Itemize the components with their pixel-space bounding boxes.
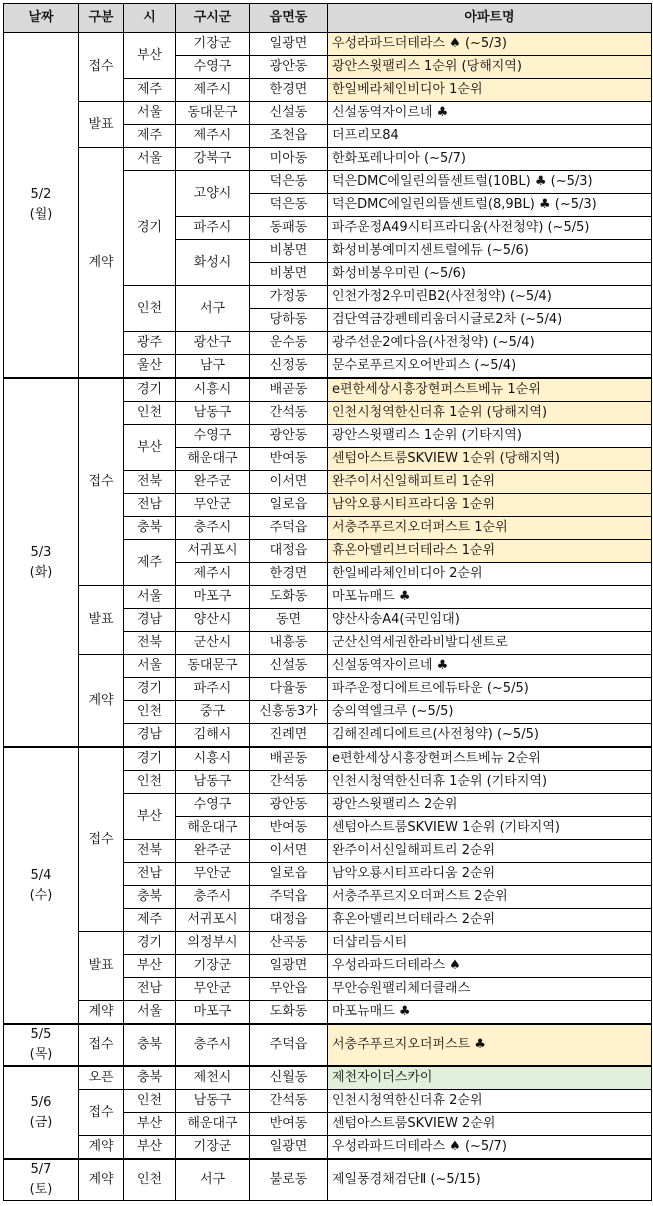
apartment-cell: 남악오룡시티프라디움 2순위 xyxy=(328,863,652,886)
header-apartment: 아파트명 xyxy=(328,4,652,33)
category-cell: 계약 xyxy=(79,655,124,748)
apartment-cell: 더프리모84 xyxy=(328,125,652,148)
town-cell: 주덕읍 xyxy=(250,517,328,540)
town-cell: 진례면 xyxy=(250,724,328,748)
city-cell: 전남 xyxy=(124,978,176,1001)
town-cell: 주덕읍 xyxy=(250,886,328,909)
town-cell: 무안읍 xyxy=(250,978,328,1001)
city-cell: 인천 xyxy=(124,701,176,724)
district-cell: 의정부시 xyxy=(176,932,250,955)
apartment-cell: 휴온아델리브더테라스 1순위 xyxy=(328,540,652,563)
apartment-cell: 군산신역세권한라비발디센트로 xyxy=(328,632,652,655)
apartment-cell: 광안스윗팰리스 1순위 (기타지역) xyxy=(328,425,652,448)
city-cell: 경남 xyxy=(124,609,176,632)
table-row xyxy=(4,33,652,56)
town-cell: 이서면 xyxy=(250,840,328,863)
table-row xyxy=(4,655,652,678)
table-row xyxy=(4,102,652,125)
header-city: 시 xyxy=(124,4,176,33)
district-cell: 서구 xyxy=(176,1159,250,1201)
category-cell: 계약 xyxy=(79,1159,124,1201)
district-cell: 남동구 xyxy=(176,1090,250,1113)
apartment-cell: 마포뉴매드 ♣ xyxy=(328,1001,652,1025)
category-cell: 발표 xyxy=(79,932,124,1001)
weekday-label: (화) xyxy=(29,564,53,580)
town-cell: 주덕읍 xyxy=(250,1024,328,1066)
housing-schedule-table xyxy=(3,3,652,1201)
table-row xyxy=(4,1159,652,1201)
district-cell: 광산구 xyxy=(176,332,250,355)
district-cell: 수영구 xyxy=(176,425,250,448)
town-cell: 덕은동 xyxy=(250,194,328,217)
table-row xyxy=(4,586,652,609)
city-cell: 충북 xyxy=(124,886,176,909)
date-label: 5/6 xyxy=(30,1094,52,1110)
district-cell: 마포구 xyxy=(176,1001,250,1025)
town-cell: 도화동 xyxy=(250,586,328,609)
town-cell: 이서면 xyxy=(250,471,328,494)
district-cell: 해운대구 xyxy=(176,1113,250,1136)
town-cell: 대정읍 xyxy=(250,909,328,932)
district-cell: 시흥시 xyxy=(176,378,250,402)
town-cell: 광안동 xyxy=(250,794,328,817)
district-cell: 서귀포시 xyxy=(176,540,250,563)
city-cell: 서울 xyxy=(124,655,176,678)
table-row xyxy=(4,747,652,771)
district-cell: 화성시 xyxy=(176,240,250,286)
town-cell: 간석동 xyxy=(250,402,328,425)
table-row xyxy=(4,1090,652,1113)
apartment-cell: 한일베라체인비디아 1순위 xyxy=(328,79,652,102)
town-cell: 운수동 xyxy=(250,332,328,355)
district-cell: 해운대구 xyxy=(176,448,250,471)
city-cell: 부산 xyxy=(124,1136,176,1160)
district-cell: 양산시 xyxy=(176,609,250,632)
apartment-cell: e편한세상시흥장현퍼스트베뉴 1순위 xyxy=(328,378,652,402)
header-town: 읍면동 xyxy=(250,4,328,33)
town-cell: 불로동 xyxy=(250,1159,328,1201)
city-cell: 제주 xyxy=(124,79,176,102)
city-cell: 전북 xyxy=(124,632,176,655)
date-label: 5/4 xyxy=(30,867,52,883)
apartment-cell: 광주선운2예다음(사전청약) (~5/4) xyxy=(328,332,652,355)
city-cell: 인천 xyxy=(124,402,176,425)
town-cell: 배곧동 xyxy=(250,378,328,402)
date-label: 5/3 xyxy=(30,544,52,560)
category-cell: 접수 xyxy=(79,1090,124,1136)
city-cell: 경기 xyxy=(124,678,176,701)
town-cell: 신흥동3가 xyxy=(250,701,328,724)
city-cell: 서울 xyxy=(124,586,176,609)
date-label: 5/7 xyxy=(30,1162,52,1177)
city-cell: 제주 xyxy=(124,540,176,586)
town-cell: 신정동 xyxy=(250,355,328,379)
district-cell: 시흥시 xyxy=(176,747,250,771)
date-label: 5/2 xyxy=(30,187,52,202)
apartment-cell: 인천시청역한신더휴 1순위 (기타지역) xyxy=(328,771,652,794)
district-cell: 중구 xyxy=(176,701,250,724)
date-cell xyxy=(4,1024,79,1066)
town-cell: 대정읍 xyxy=(250,540,328,563)
city-cell: 부산 xyxy=(124,955,176,978)
apartment-cell: 우성라파드더테라스 ♠ (~5/7) xyxy=(328,1136,652,1160)
city-cell: 인천 xyxy=(124,771,176,794)
city-cell: 부산 xyxy=(124,425,176,471)
header-category: 구분 xyxy=(79,4,124,33)
district-cell: 충주시 xyxy=(176,517,250,540)
category-cell: 접수 xyxy=(79,1024,124,1066)
district-cell: 군산시 xyxy=(176,632,250,655)
city-cell: 서울 xyxy=(124,148,176,171)
city-cell: 부산 xyxy=(124,33,176,79)
district-cell: 김해시 xyxy=(176,724,250,748)
schedule-body xyxy=(4,33,652,1201)
city-cell: 전북 xyxy=(124,471,176,494)
weekday-label: (목) xyxy=(29,1047,53,1062)
date-label: 5/5 xyxy=(30,1027,52,1042)
city-cell: 인천 xyxy=(124,1090,176,1113)
district-cell: 파주시 xyxy=(176,678,250,701)
town-cell: 내흥동 xyxy=(250,632,328,655)
category-cell: 발표 xyxy=(79,586,124,655)
district-cell: 기장군 xyxy=(176,33,250,56)
town-cell: 신설동 xyxy=(250,655,328,678)
apartment-cell: 남악오룡시티프라디움 1순위 xyxy=(328,494,652,517)
district-cell: 서귀포시 xyxy=(176,909,250,932)
apartment-cell: 서충주푸르지오더퍼스트 ♣ xyxy=(328,1024,652,1066)
apartment-cell: 우성라파드더테라스 ♠ (~5/3) xyxy=(328,33,652,56)
apartment-cell: 한일베라체인비디아 2순위 xyxy=(328,563,652,586)
town-cell: 일광면 xyxy=(250,33,328,56)
city-cell: 경남 xyxy=(124,724,176,748)
district-cell: 제주시 xyxy=(176,125,250,148)
table-row xyxy=(4,148,652,171)
district-cell: 무안군 xyxy=(176,978,250,1001)
town-cell: 광안동 xyxy=(250,425,328,448)
category-cell: 오픈 xyxy=(79,1066,124,1090)
town-cell: 신설동 xyxy=(250,102,328,125)
apartment-cell: 화성비봉예미지센트럴에듀 (~5/6) xyxy=(328,240,652,263)
weekday-label: (금) xyxy=(29,1114,53,1130)
apartment-cell: 덕은DMC에일린의뜰센트럴(8,9BL) ♣ (~5/3) xyxy=(328,194,652,217)
weekday-label: (수) xyxy=(29,887,53,903)
district-cell: 제천시 xyxy=(176,1066,250,1090)
city-cell: 경기 xyxy=(124,171,176,286)
apartment-cell: 검단역금강펜테리움더시글로2차 (~5/4) xyxy=(328,309,652,332)
apartment-cell: 양산사송A4(국민임대) xyxy=(328,609,652,632)
town-cell: 비봉면 xyxy=(250,240,328,263)
apartment-cell: 우성라파드더테라스 ♠ xyxy=(328,955,652,978)
city-cell: 부산 xyxy=(124,794,176,840)
district-cell: 해운대구 xyxy=(176,817,250,840)
town-cell: 조천읍 xyxy=(250,125,328,148)
town-cell: 반여동 xyxy=(250,1113,328,1136)
city-cell: 충북 xyxy=(124,1024,176,1066)
district-cell: 남동구 xyxy=(176,402,250,425)
category-cell: 접수 xyxy=(79,33,124,102)
district-cell: 무안군 xyxy=(176,863,250,886)
district-cell: 고양시 xyxy=(176,171,250,217)
city-cell: 서울 xyxy=(124,102,176,125)
apartment-cell: 센텀아스트룸SKVIEW 2순위 xyxy=(328,1113,652,1136)
city-cell: 제주 xyxy=(124,909,176,932)
category-cell: 계약 xyxy=(79,1001,124,1025)
town-cell: 일광면 xyxy=(250,1136,328,1160)
apartment-cell: 완주이서신일해피트리 1순위 xyxy=(328,471,652,494)
town-cell: 한경면 xyxy=(250,79,328,102)
apartment-cell: 파주운정디에트르에듀타운 (~5/5) xyxy=(328,678,652,701)
district-cell: 제주시 xyxy=(176,563,250,586)
apartment-cell: 인천가정2우미린B2(사전청약) (~5/4) xyxy=(328,286,652,309)
district-cell: 기장군 xyxy=(176,955,250,978)
date-cell xyxy=(4,33,79,379)
apartment-cell: 화성비봉우미린 (~5/6) xyxy=(328,263,652,286)
apartment-cell: 서충주푸르지오더퍼스트 1순위 xyxy=(328,517,652,540)
city-cell: 제주 xyxy=(124,125,176,148)
apartment-cell: 인천시청역한신더휴 2순위 xyxy=(328,1090,652,1113)
city-cell: 경기 xyxy=(124,747,176,771)
district-cell: 완주군 xyxy=(176,471,250,494)
district-cell: 남구 xyxy=(176,355,250,379)
apartment-cell: 마포뉴매드 ♣ xyxy=(328,586,652,609)
district-cell: 충주시 xyxy=(176,1024,250,1066)
apartment-cell: 제일풍경채검단Ⅱ (~5/15) xyxy=(328,1159,652,1201)
table-row xyxy=(4,1136,652,1160)
apartment-cell: 휴온아델리브더테라스 2순위 xyxy=(328,909,652,932)
city-cell: 전남 xyxy=(124,863,176,886)
town-cell: 도화동 xyxy=(250,1001,328,1025)
town-cell: 덕은동 xyxy=(250,171,328,194)
category-cell: 접수 xyxy=(79,747,124,932)
table-row xyxy=(4,932,652,955)
date-cell xyxy=(4,1159,79,1201)
town-cell: 다율동 xyxy=(250,678,328,701)
city-cell: 서울 xyxy=(124,1001,176,1025)
apartment-cell: 김해진례디에트르(사전청약) (~5/5) xyxy=(328,724,652,748)
town-cell: 동패동 xyxy=(250,217,328,240)
date-cell xyxy=(4,747,79,1024)
header-row xyxy=(4,4,652,33)
district-cell: 강북구 xyxy=(176,148,250,171)
category-cell: 계약 xyxy=(79,1136,124,1160)
district-cell: 완주군 xyxy=(176,840,250,863)
apartment-cell: 광안스윗팰리스 1순위 (당해지역) xyxy=(328,56,652,79)
town-cell: 반여동 xyxy=(250,817,328,840)
apartment-cell: 숭의역엘크루 (~5/5) xyxy=(328,701,652,724)
district-cell: 충주시 xyxy=(176,886,250,909)
category-cell: 접수 xyxy=(79,378,124,586)
district-cell: 마포구 xyxy=(176,586,250,609)
apartment-cell: 더샵리듬시티 xyxy=(328,932,652,955)
town-cell: 간석동 xyxy=(250,771,328,794)
apartment-cell: 센텀아스트룸SKVIEW 1순위 (당해지역) xyxy=(328,448,652,471)
district-cell: 남동구 xyxy=(176,771,250,794)
apartment-cell: 신설동역자이르네 ♣ xyxy=(328,655,652,678)
apartment-cell: 신설동역자이르네 ♣ xyxy=(328,102,652,125)
city-cell: 경기 xyxy=(124,932,176,955)
category-cell: 계약 xyxy=(79,148,124,379)
town-cell: 비봉면 xyxy=(250,263,328,286)
district-cell: 기장군 xyxy=(176,1136,250,1160)
apartment-cell: 문수로푸르지오어반피스 (~5/4) xyxy=(328,355,652,379)
city-cell: 광주 xyxy=(124,332,176,355)
city-cell: 전북 xyxy=(124,840,176,863)
apartment-cell: 완주이서신일해피트리 2순위 xyxy=(328,840,652,863)
city-cell: 울산 xyxy=(124,355,176,379)
city-cell: 충북 xyxy=(124,517,176,540)
town-cell: 가정동 xyxy=(250,286,328,309)
apartment-cell: 제천자이더스카이 xyxy=(328,1066,652,1090)
town-cell: 반여동 xyxy=(250,448,328,471)
city-cell: 전남 xyxy=(124,494,176,517)
district-cell: 수영구 xyxy=(176,56,250,79)
town-cell: 산곡동 xyxy=(250,932,328,955)
town-cell: 광안동 xyxy=(250,56,328,79)
town-cell: 일로읍 xyxy=(250,494,328,517)
table-row xyxy=(4,1024,652,1066)
apartment-cell: 덕은DMC에일린의뜰센트럴(10BL) ♣ (~5/3) xyxy=(328,171,652,194)
weekday-label: (토) xyxy=(29,1182,53,1197)
town-cell: 일로읍 xyxy=(250,863,328,886)
city-cell: 경기 xyxy=(124,378,176,402)
town-cell: 배곧동 xyxy=(250,747,328,771)
weekday-label: (월) xyxy=(29,207,53,222)
district-cell: 수영구 xyxy=(176,794,250,817)
city-cell: 인천 xyxy=(124,286,176,332)
apartment-cell: 서충주푸르지오더퍼스트 2순위 xyxy=(328,886,652,909)
header-date: 날짜 xyxy=(4,4,79,33)
town-cell: 신월동 xyxy=(250,1066,328,1090)
town-cell: 일광면 xyxy=(250,955,328,978)
category-cell: 발표 xyxy=(79,102,124,148)
town-cell: 간석동 xyxy=(250,1090,328,1113)
town-cell: 당하동 xyxy=(250,309,328,332)
header-district: 구시군 xyxy=(176,4,250,33)
table-row xyxy=(4,378,652,402)
date-cell xyxy=(4,1066,79,1159)
town-cell: 한경면 xyxy=(250,563,328,586)
apartment-cell: 광안스윗팰리스 2순위 xyxy=(328,794,652,817)
date-cell xyxy=(4,378,79,747)
apartment-cell: 파주운정A49시티프라디움(사전청약) (~5/5) xyxy=(328,217,652,240)
district-cell: 동대문구 xyxy=(176,102,250,125)
town-cell: 미아동 xyxy=(250,148,328,171)
district-cell: 무안군 xyxy=(176,494,250,517)
district-cell: 제주시 xyxy=(176,79,250,102)
apartment-cell: 한화포레나미아 (~5/7) xyxy=(328,148,652,171)
apartment-cell: 센텀아스트룸SKVIEW 1순위 (기타지역) xyxy=(328,817,652,840)
city-cell: 부산 xyxy=(124,1113,176,1136)
district-cell: 파주시 xyxy=(176,217,250,240)
apartment-cell: 인천시청역한신더휴 1순위 (당해지역) xyxy=(328,402,652,425)
table-row xyxy=(4,1001,652,1025)
apartment-cell: 무안승원팰리체더클래스 xyxy=(328,978,652,1001)
city-cell: 인천 xyxy=(124,1159,176,1201)
apartment-cell: e편한세상시흥장현퍼스트베뉴 2순위 xyxy=(328,747,652,771)
town-cell: 동면 xyxy=(250,609,328,632)
district-cell: 동대문구 xyxy=(176,655,250,678)
district-cell: 서구 xyxy=(176,286,250,332)
city-cell: 충북 xyxy=(124,1066,176,1090)
table-row xyxy=(4,1066,652,1090)
